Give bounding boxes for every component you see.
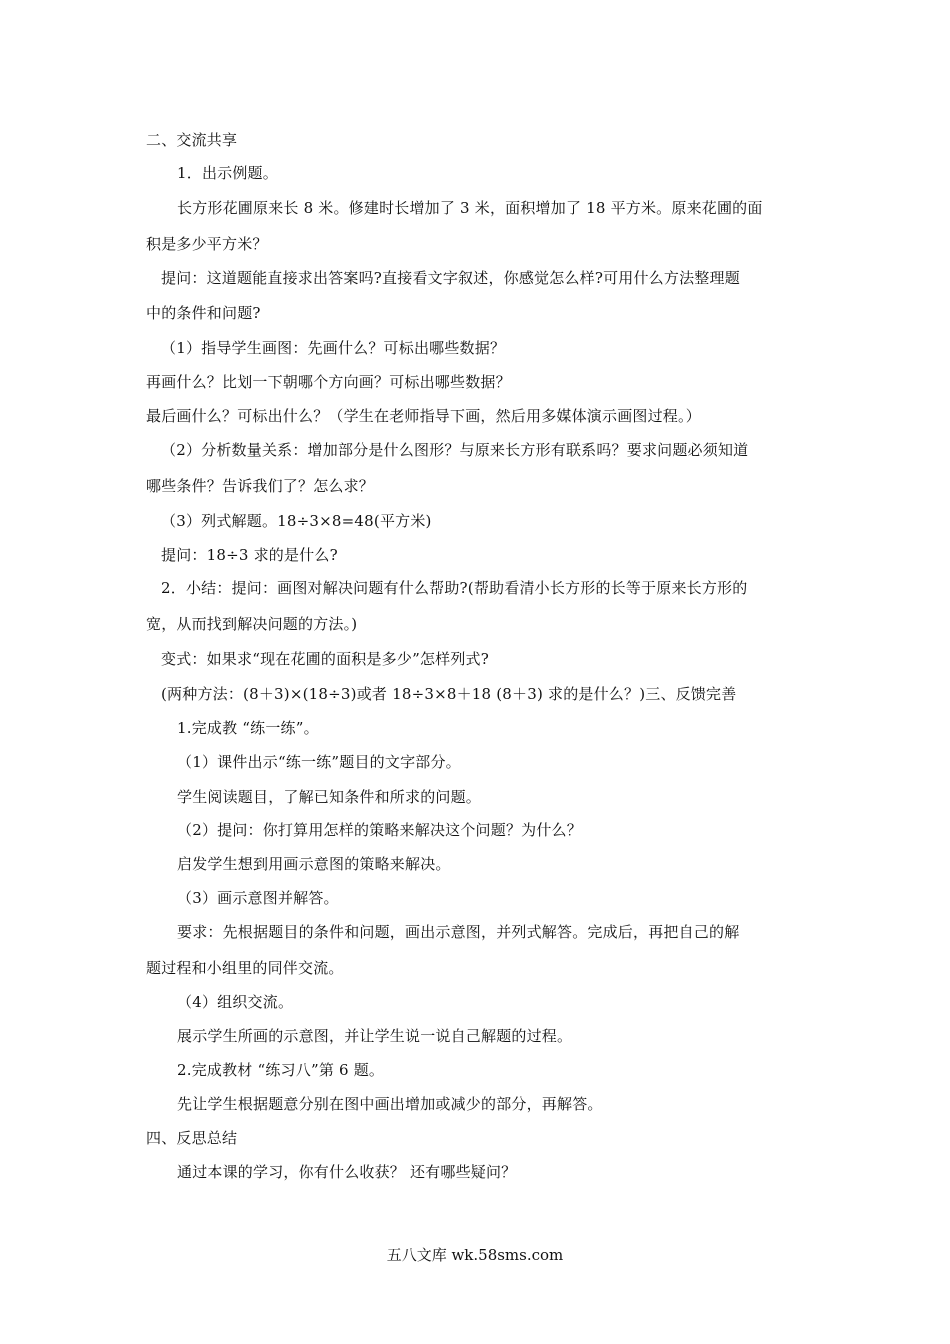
paragraph-line: 2．小结：提问：画图对解决问题有什么帮助?(帮助看清小长方形的长等于原来长方形的 xyxy=(161,579,748,597)
paragraph-line: （4）组织交流。 xyxy=(177,993,294,1011)
paragraph-line: 先让学生根据题意分别在图中画出增加或减少的部分，再解答。 xyxy=(177,1095,603,1113)
paragraph-line: （3）列式解题。18÷3×8=48(平方米) xyxy=(161,512,432,530)
paragraph-line: 题过程和小组里的同伴交流。 xyxy=(146,959,344,977)
paragraph-line: 变式：如果求“现在花圃的面积是多少”怎样列式? xyxy=(161,650,489,668)
paragraph-line: 展示学生所画的示意图，并让学生说一说自己解题的过程。 xyxy=(177,1027,573,1045)
page-footer: 五八文库 wk.58sms.com xyxy=(386,1246,564,1264)
paragraph-line: （3）画示意图并解答。 xyxy=(177,889,339,907)
paragraph-line: （2）提问：你打算用怎样的策略来解决这个问题？为什么？ xyxy=(177,821,582,839)
paragraph-line: 中的条件和问题? xyxy=(146,304,261,322)
paragraph-line: 提问：这道题能直接求出答案吗?直接看文字叙述，你感觉怎么样?可用什么方法整理题 xyxy=(161,269,740,287)
paragraph-line: 再画什么？比划一下朝哪个方向画？可标出哪些数据？ xyxy=(146,373,511,391)
paragraph-line: 积是多少平方米？ xyxy=(146,235,268,253)
paragraph-line: （1）课件出示“练一练”题目的文字部分。 xyxy=(177,753,461,771)
paragraph-line: 要求：先根据题目的条件和问题，画出示意图，并列式解答。完成后，再把自己的解 xyxy=(177,923,740,941)
paragraph-line: 1．出示例题。 xyxy=(177,164,278,182)
paragraph-line: 哪些条件？告诉我们了？怎么求？ xyxy=(146,477,375,495)
section-heading-reflection: 四、反思总结 xyxy=(146,1129,238,1147)
paragraph-line: 提问：18÷3 求的是什么? xyxy=(161,546,338,564)
paragraph-line: （1）指导学生画图：先画什么？可标出哪些数据？ xyxy=(161,339,506,357)
paragraph-line: 1.完成教 “练一练”。 xyxy=(177,719,319,737)
paragraph-line: 通过本课的学习，你有什么收获？ 还有哪些疑问？ xyxy=(177,1163,517,1181)
paragraph-line: （2）分析数量关系：增加部分是什么图形？与原来长方形有联系吗？要求问题必须知道 xyxy=(161,441,749,459)
paragraph-line: 启发学生想到用画示意图的策略来解决。 xyxy=(177,855,451,873)
section-heading-exchange: 二、交流共享 xyxy=(146,131,238,149)
paragraph-line: (两种方法：(8＋3)×(18÷3)或者 18÷3×8＋18 (8＋3) 求的是什么？)三、反馈完善 xyxy=(161,685,737,703)
paragraph-line: 宽，从而找到解决问题的方法。) xyxy=(146,615,358,633)
paragraph-line: 2.完成教材 “练习八”第 6 题。 xyxy=(177,1061,385,1079)
paragraph-line: 最后画什么？可标出什么？（学生在老师指导下画，然后用多媒体演示画图过程。） xyxy=(146,407,701,425)
paragraph-line: 学生阅读题目，了解已知条件和所求的问题。 xyxy=(177,788,482,806)
paragraph-line: 长方形花圃原来长 8 米。修建时长增加了 3 米，面积增加了 18 平方米。原来花圃的面 xyxy=(177,199,763,217)
